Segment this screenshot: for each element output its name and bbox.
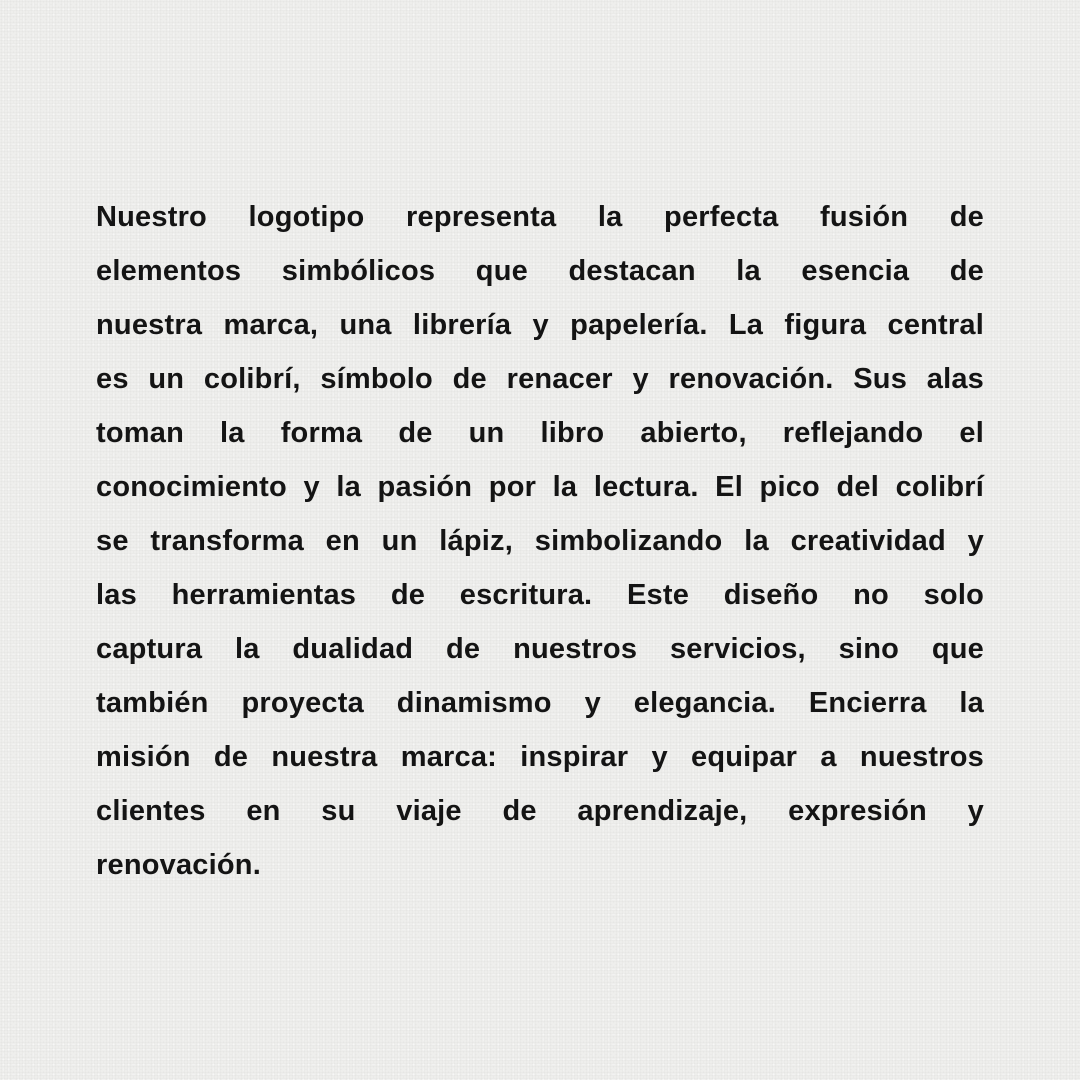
paragraph-line: Nuestro logotipo representa la perfecta fusión de — [96, 201, 984, 233]
paragraph-line: misión de nuestra marca: inspirar y equipar a nuestros — [96, 741, 984, 773]
paragraph-line: las herramientas de escritura. Este diseño no solo — [96, 579, 984, 611]
paragraph-line: elementos simbólicos que destacan la esencia de — [96, 255, 984, 287]
paragraph-line: renovación. — [96, 849, 261, 881]
paragraph-line: conocimiento y la pasión por la lectura. El pico del colibrí — [96, 471, 984, 503]
paragraph-line: nuestra marca, una librería y papelería. La figura central — [96, 309, 984, 341]
paragraph-line: captura la dualidad de nuestros servicios, sino que — [96, 633, 984, 665]
paragraph-line: toman la forma de un libro abierto, reflejando el — [96, 417, 984, 449]
paragraph-line: también proyecta dinamismo y elegancia. Encierra la — [96, 687, 984, 719]
paragraph-line: clientes en su viaje de aprendizaje, expresión y — [96, 795, 984, 827]
description-paragraph — [96, 190, 984, 892]
paragraph-line: es un colibrí, símbolo de renacer y renovación. Sus alas — [96, 363, 984, 395]
paragraph-line: se transforma en un lápiz, simbolizando la creatividad y — [96, 525, 984, 557]
